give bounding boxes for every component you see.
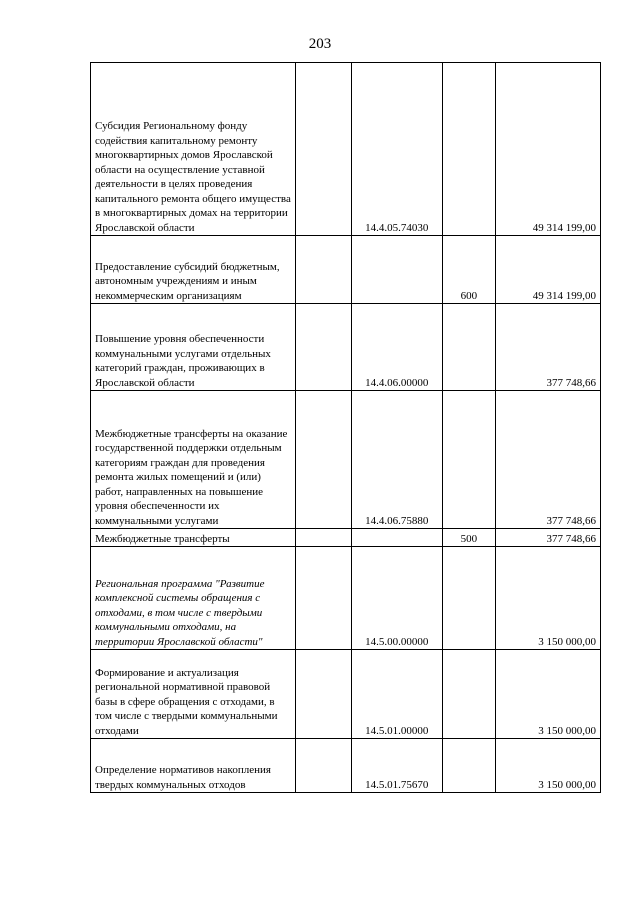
row-name: Определение нормативов накопления твердых коммунальных отходов	[91, 739, 296, 793]
page-number: 203	[308, 36, 332, 52]
row-vr: 600	[442, 236, 496, 304]
row-name: Предоставление субсидий бюджетным, автономным учреждениям и иным некоммерческим организациям	[91, 236, 296, 304]
row-code: 14.5.01.00000	[352, 650, 442, 739]
budget-table	[90, 62, 601, 793]
row-sum: 377 748,66	[496, 391, 601, 529]
row-vr	[442, 650, 496, 739]
row-sum: 3 150 000,00	[496, 739, 601, 793]
table-row	[91, 650, 601, 739]
row-sum: 3 150 000,00	[496, 650, 601, 739]
empty-cell	[296, 304, 352, 391]
empty-cell	[296, 391, 352, 529]
row-sum: 377 748,66	[496, 529, 601, 547]
row-code: 14.5.00.00000	[352, 547, 442, 650]
table-row	[91, 529, 601, 547]
empty-cell	[296, 739, 352, 793]
row-sum: 49 314 199,00	[496, 63, 601, 236]
row-name: Субсидия Региональному фонду содействия капитальному ремонту многоквартирных домов Ярославской области на осуществление уставной деятельности в целях проведения капитального ремонта общего имущества в многоквартирных домах на территории Ярославской области	[91, 63, 296, 236]
empty-cell	[296, 529, 352, 547]
row-code: 14.5.01.75670	[352, 739, 442, 793]
row-code: 14.4.05.74030	[352, 63, 442, 236]
row-vr	[442, 304, 496, 391]
empty-cell	[296, 236, 352, 304]
row-sum: 3 150 000,00	[496, 547, 601, 650]
table-row	[91, 391, 601, 529]
row-vr	[442, 739, 496, 793]
table-row	[91, 547, 601, 650]
row-sum: 377 748,66	[496, 304, 601, 391]
row-name: Межбюджетные трансферты на оказание государственной поддержки отдельным категориям граждан для проведения ремонта жилых помещений и (или) работ, направленных на повышение уровня обеспеченности их коммунальными услугами	[91, 391, 296, 529]
table-row	[91, 304, 601, 391]
row-code: 14.4.06.75880	[352, 391, 442, 529]
table-row	[91, 63, 601, 236]
row-name: Межбюджетные трансферты	[91, 529, 296, 547]
row-code	[352, 529, 442, 547]
table-row	[91, 739, 601, 793]
row-vr: 500	[442, 529, 496, 547]
table-row	[91, 236, 601, 304]
row-code: 14.4.06.00000	[352, 304, 442, 391]
row-vr	[442, 547, 496, 650]
row-vr	[442, 391, 496, 529]
row-name: Повышение уровня обеспеченности коммунальными услугами отдельных категорий граждан, проживающих в Ярославской области	[91, 304, 296, 391]
row-vr	[442, 63, 496, 236]
row-name: Формирование и актуализация региональной нормативной правовой базы в сфере обращения с отходами, в том числе с твердыми коммунальными отходами	[91, 650, 296, 739]
empty-cell	[296, 650, 352, 739]
empty-cell	[296, 63, 352, 236]
row-name: Региональная программа "Развитие комплексной системы обращения с отходами, в том числе с твердыми коммунальными отходами, на территории Ярославской области"	[91, 547, 296, 650]
row-code	[352, 236, 442, 304]
row-sum: 49 314 199,00	[496, 236, 601, 304]
empty-cell	[296, 547, 352, 650]
